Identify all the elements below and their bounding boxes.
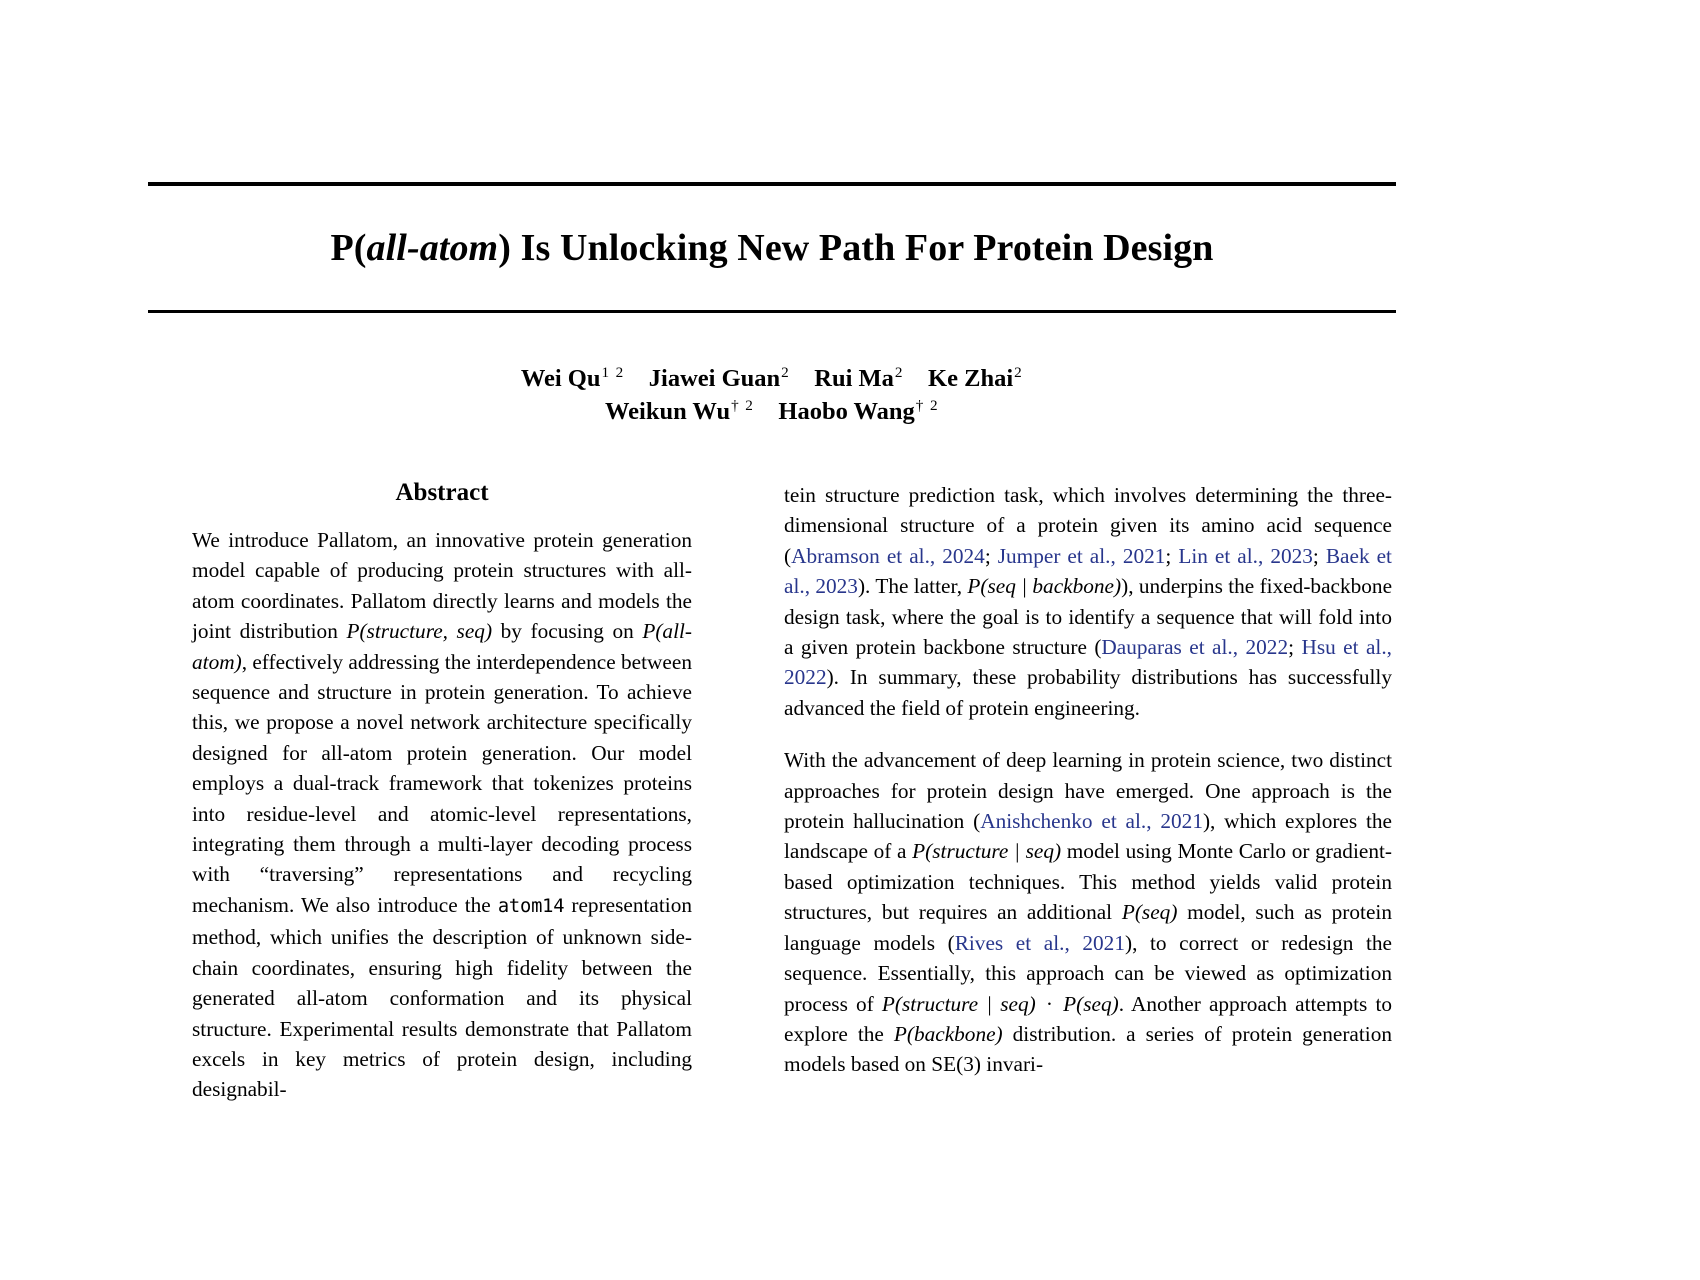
intro2-text-b: ), which explores the landscape of a [784,809,1392,864]
intro2-text-f: . Another approach attempts to explore the [784,991,1393,1046]
intro2-text-a: With the advancement of deep learning in protein science, two distinct approaches for protein design have emerged. One approach is the protein hallucination ( [784,748,1392,834]
author-name: Jiawei Guan [648,365,781,392]
citation-separator: ; [1288,635,1302,660]
citation-separator: ; [1165,543,1179,568]
intro2-text-d: model, such as protein language models ( [784,900,1392,955]
abstract-heading: Abstract [395,479,489,506]
abstract-text-b: by focusing on [492,619,643,644]
author-list [148,362,1396,428]
citation-link-lin[interactable]: Lin et al., 2023 [1178,543,1313,568]
citation-link-dauparas[interactable]: Dauparas et al., 2022 [1101,635,1289,660]
math-p-seq-given-backbone: P(seq | backbone) [967,574,1122,599]
author-entry [928,365,1023,392]
intro-paragraph-1 [784,480,1392,723]
intro-text-latter: ). The latter, [857,574,968,599]
author-affiliation: 2 [1014,363,1024,381]
column-left [192,480,692,1105]
mono-token-atom14: atom14 [497,895,565,917]
author-affiliation: 2 [894,363,904,381]
citation-link-anishchenko[interactable]: Anishchenko et al., 2021 [980,809,1203,834]
author-name: Wei Qu [520,365,601,392]
intro-text-c: ). In summary, these probability distributions has successfully advanced the field of protein engineering. [784,665,1392,720]
author-entry [521,365,625,392]
intro-text-b: ), underpins the fixed-backbone design task, where the goal is to identify a sequence that will fold into a given protein backbone structure ( [784,574,1393,660]
author-entry [605,398,754,425]
author-name: Weikun Wu [605,398,731,426]
column-right [784,480,1392,1080]
author-row-2 [148,395,1396,428]
intro2-text-e: ), to correct or redesign the sequence. Essentially, this approach can be viewed as optimization process of [784,930,1392,1016]
intro2-text-c: model using Monte Carlo or gradient-based optimization techniques. This method yields valid protein structures, but requires an additional [784,839,1392,925]
title-block [148,182,1396,313]
intro2-text-g: distribution. a series of protein generation models based on SE(3) invari- [784,1021,1392,1077]
abstract-text-a: We introduce Pallatom, an innovative protein generation model capable of producing protein structures with all-atom coordinates. Pallatom directly learns and models the joint distribution [192,528,692,644]
author-affiliation: † 2 [731,396,755,414]
math-p-structure-seq: P(structure, seq) [346,619,493,644]
math-p-all-atom: P(all-atom) [192,619,693,674]
intro-text-a: tein structure prediction task, which involves determining the three-dimensional structure of a protein given its amino acid sequence ( [784,483,1392,568]
math-p-seq-2: P(seq) [1063,991,1119,1016]
citation-separator: ; [1312,543,1326,568]
author-affiliation: 1 2 [601,363,625,381]
author-row-1 [148,362,1396,395]
author-entry [778,398,939,425]
author-name: Haobo Wang [778,398,915,426]
math-p-backbone: P(backbone) [893,1021,1003,1046]
math-p-structure-given-seq-2: P(structure | seq) [881,991,1036,1016]
title-rest: Is Unlocking New Path For Protein Design [510,227,1214,269]
math-p-structure-given-seq: P(structure | seq) [912,839,1062,864]
citation-link-baek[interactable]: Baek et al., 2023 [784,543,1392,599]
author-affiliation: † 2 [915,396,939,414]
math-p-seq: P(seq) [1121,900,1178,925]
title-math-term: all-atom [366,227,499,269]
title-open-paren: ( [353,227,367,269]
page-title [148,186,1396,310]
citation-link-rives[interactable]: Rives et al., 2021 [954,930,1125,955]
math-multiply-dot: · [1037,991,1062,1016]
abstract-text-d: representation method, which unifies the description of unknown side-chain coordinates, ensuring high fidelity between the generated all-atom conformation and its physical structure. Experimental results demonstrate that Pallatom excels in key metrics of protein design, including designabil- [192,892,692,1102]
title-rule-bottom [148,310,1396,313]
author-entry [814,365,904,392]
author-name: Ke Zhai [928,365,1014,392]
author-entry [649,365,790,392]
title-prefix: P [330,227,354,269]
author-name: Rui Ma [814,365,894,392]
intro-paragraph-2 [784,745,1392,1079]
citation-link-abramson[interactable]: Abramson et al., 2024 [791,543,985,568]
body-columns [0,480,1700,1280]
abstract-text-c: , effectively addressing the interdependence between sequence and structure in protein generation. To achieve this, we propose a novel network architecture specifically designed for all-atom protein generation. Our model employs a dual-track framework that tokenizes proteins into residue-level and atomic-level representations, integrating them through a multi-layer decoding process with “traversing” representations and recycling mechanism. We also introduce the [192,649,692,917]
title-close-paren: ) [498,227,511,269]
author-affiliation: 2 [781,363,791,381]
abstract-paragraph [192,525,692,1105]
citation-link-jumper[interactable]: Jumper et al., 2021 [997,543,1166,568]
citation-separator: ; [984,543,998,568]
citation-link-hsu[interactable]: Hsu et al., 2022 [784,635,1392,690]
